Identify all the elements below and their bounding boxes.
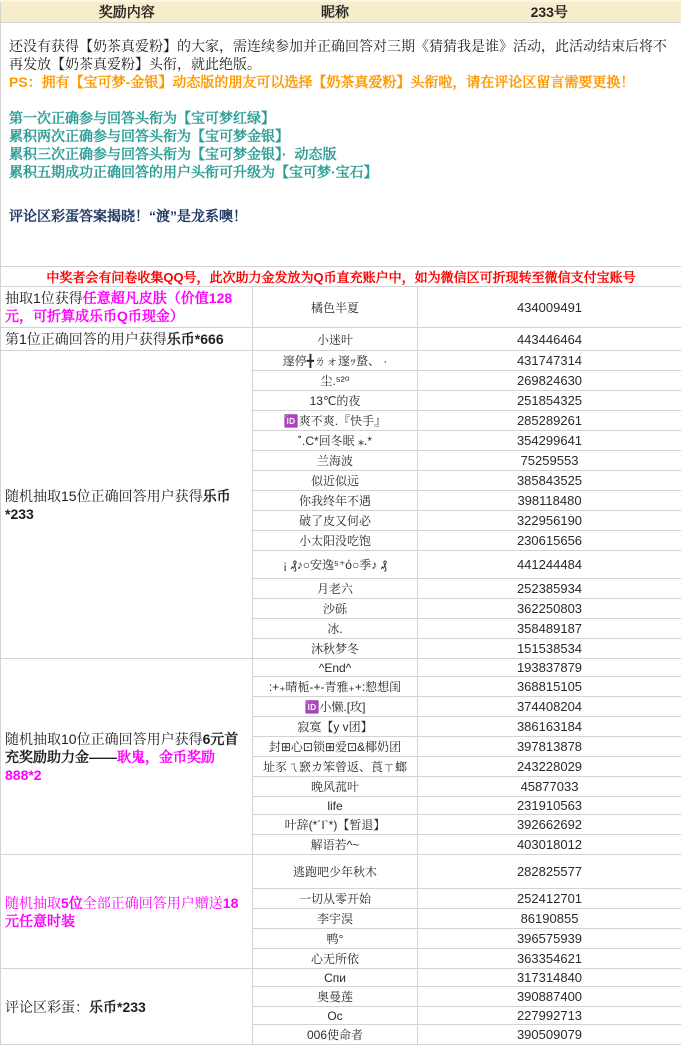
qq-number-cell: 251854325 bbox=[418, 391, 681, 411]
nickname-cell: 沙砾 bbox=[253, 599, 418, 619]
nickname-cell: ˚.C*回冬眠 ⁎.* bbox=[253, 431, 418, 451]
nickname-cell: 逃跑吧少年秋木 bbox=[253, 855, 418, 889]
header-row bbox=[1, 1, 681, 23]
qq-number-cell: 431747314 bbox=[418, 351, 681, 371]
nickname-cell: 小太阳没吃饱 bbox=[253, 531, 418, 551]
qq-number-cell: 252412701 bbox=[418, 889, 681, 909]
nickname-cell: 你我终年不遇 bbox=[253, 491, 418, 511]
qq-number-cell: 282825577 bbox=[418, 855, 681, 889]
qq-number-cell: 227992713 bbox=[418, 1007, 681, 1025]
notice-row bbox=[1, 267, 681, 287]
nickname-cell: 13℃的夜 bbox=[253, 391, 418, 411]
nickname-cell: Спи bbox=[253, 969, 418, 987]
tier-line-4: 累积五期成功正确回答的用户头衔可升级为【宝可梦·宝石】 bbox=[9, 163, 673, 181]
table-row bbox=[1, 351, 681, 371]
table-row bbox=[1, 969, 681, 987]
qq-number-cell: 252385934 bbox=[418, 579, 681, 599]
qq-number-cell: 322956190 bbox=[418, 511, 681, 531]
reward-label bbox=[1, 351, 253, 659]
nickname-cell: ^End^ bbox=[253, 659, 418, 677]
qq-number-cell: 230615656 bbox=[418, 531, 681, 551]
easter-egg-answer: 评论区彩蛋答案揭晓！“渡”是龙系噢！ bbox=[9, 207, 673, 225]
qq-number-cell: 374408204 bbox=[418, 697, 681, 717]
reward-label bbox=[1, 969, 253, 1045]
qq-number-cell: 441244484 bbox=[418, 551, 681, 579]
col-header-number: 233号 bbox=[418, 1, 681, 23]
reward-label-part: 随机抽取 bbox=[5, 895, 61, 911]
nickname-cell: 心无所依 bbox=[253, 949, 418, 969]
qq-number-cell: 317314840 bbox=[418, 969, 681, 987]
qq-number-cell: 75259553 bbox=[418, 451, 681, 471]
nickname-cell: 邃停╋ㄌォ邃ｯ蝥、 · bbox=[253, 351, 418, 371]
nickname-cell: 解语若^~ bbox=[253, 835, 418, 855]
reward-label bbox=[1, 328, 253, 351]
qq-number-cell: 86190855 bbox=[418, 909, 681, 929]
intro-cell bbox=[1, 23, 681, 267]
reward-label-part: 乐币*666 bbox=[167, 331, 224, 347]
reward-label-part: 6元首充奖励助力金—— bbox=[5, 731, 238, 765]
reward-label-part: 第1位正确回答的用户获得 bbox=[5, 331, 167, 347]
qq-number-cell: 354299641 bbox=[418, 431, 681, 451]
qq-number-cell: 45877033 bbox=[418, 777, 681, 797]
nickname-cell: 似近似远 bbox=[253, 471, 418, 491]
reward-label-part: 乐币*233 bbox=[5, 488, 231, 522]
col-header-reward: 奖励内容 bbox=[1, 1, 253, 23]
intro-paragraph: 还没有获得【奶茶真爱粉】的大家，需连续参加并正确回答对三期《猜猜我是谁》活动，此活动结束后将不再发放【奶茶真爱粉】头衔，就此绝版。 bbox=[9, 37, 673, 73]
reward-label-part: 任意超凡皮肤（价值128元，可折算成乐币Q币现金） bbox=[5, 290, 232, 324]
col-header-nickname: 昵称 bbox=[253, 1, 418, 23]
tier-line-2: 累积两次正确参与回答头衔为【宝可梦金银】 bbox=[9, 127, 673, 145]
table-row bbox=[1, 855, 681, 889]
qq-number-cell: 390509079 bbox=[418, 1025, 681, 1045]
qq-number-cell: 231910563 bbox=[418, 797, 681, 815]
nickname-cell: 小迷叶 bbox=[253, 328, 418, 351]
reward-label-part: 随机抽取10位正确回答用户获得 bbox=[5, 731, 203, 747]
nickname-cell: 沐秋梦冬 bbox=[253, 639, 418, 659]
nickname-cell: 叶辞(*´I`*)【暂退】 bbox=[253, 815, 418, 835]
reward-label-part: 随机抽取15位正确回答用户获得 bbox=[5, 488, 203, 504]
qq-number-cell: 193837879 bbox=[418, 659, 681, 677]
table-row bbox=[1, 287, 681, 328]
qq-number-cell: 386163184 bbox=[418, 717, 681, 737]
nickname-cell: 一切从零开始 bbox=[253, 889, 418, 909]
qq-number-cell: 403018012 bbox=[418, 835, 681, 855]
reward-label bbox=[1, 659, 253, 855]
nickname-cell: 破了皮又何必 bbox=[253, 511, 418, 531]
nickname-cell: 址豕ㄟ窾カ笨曾返、莨ㄒ螂 bbox=[253, 757, 418, 777]
qq-number-cell: 398118480 bbox=[418, 491, 681, 511]
reward-rows bbox=[1, 287, 681, 1045]
qq-number-cell: 269824630 bbox=[418, 371, 681, 391]
nickname-cell: 橘色半夏 bbox=[253, 287, 418, 328]
reward-label-part: 5位 bbox=[61, 895, 83, 911]
qq-number-cell: 358489187 bbox=[418, 619, 681, 639]
nickname-cell: Oc bbox=[253, 1007, 418, 1025]
qq-number-cell: 243228029 bbox=[418, 757, 681, 777]
nickname-cell: ¡ ₰♪○安逸⁵⁺ό○季♪ ₰ bbox=[253, 551, 418, 579]
qq-number-cell: 392662692 bbox=[418, 815, 681, 835]
qq-number-cell: 285289261 bbox=[418, 411, 681, 431]
qq-number-cell: 397813878 bbox=[418, 737, 681, 757]
qq-number-cell: 443446464 bbox=[418, 328, 681, 351]
nickname-cell: 尘.⁵²⁰ bbox=[253, 371, 418, 391]
nickname-cell: 奥曼莲 bbox=[253, 987, 418, 1007]
reward-label-part: 抽取1位获得 bbox=[5, 290, 83, 306]
qq-collect-notice: 中奖者会有问卷收集QQ号，此次助力金发放为Q币直充账户中，如为微信区可折现转至微信支付宝账号 bbox=[1, 267, 681, 287]
qq-number-cell: 434009491 bbox=[418, 287, 681, 328]
tier-line-1: 第一次正确参与回答头衔为【宝可梦红绿】 bbox=[9, 109, 673, 127]
nickname-cell: 李宇淏 bbox=[253, 909, 418, 929]
table-row bbox=[1, 659, 681, 677]
reward-label-part: 乐币*233 bbox=[89, 999, 146, 1015]
nickname-cell: 鸭° bbox=[253, 929, 418, 949]
reward-label bbox=[1, 287, 253, 328]
qq-number-cell: 396575939 bbox=[418, 929, 681, 949]
qq-number-cell: 363354621 bbox=[418, 949, 681, 969]
nickname-cell: 🆔爽不爽.『快手』 bbox=[253, 411, 418, 431]
nickname-cell: life bbox=[253, 797, 418, 815]
reward-label-part: 耿鬼，金币奖励888*2 bbox=[5, 749, 215, 783]
nickname-cell: 晚风菰叶 bbox=[253, 777, 418, 797]
nickname-cell: 006使命者 bbox=[253, 1025, 418, 1045]
nickname-cell: 月老六 bbox=[253, 579, 418, 599]
qq-number-cell: 368815105 bbox=[418, 677, 681, 697]
nickname-cell: 寂寞【y v团】 bbox=[253, 717, 418, 737]
nickname-cell: 🆔小懒.[玫] bbox=[253, 697, 418, 717]
qq-number-cell: 390887400 bbox=[418, 987, 681, 1007]
nickname-cell: 兰海波 bbox=[253, 451, 418, 471]
tier-line-3: 累积三次正确参与回答头衔为【宝可梦金银】· 动态版 bbox=[9, 145, 673, 163]
qq-number-cell: 385843525 bbox=[418, 471, 681, 491]
qq-number-cell: 151538534 bbox=[418, 639, 681, 659]
table-row bbox=[1, 328, 681, 351]
reward-label bbox=[1, 855, 253, 969]
ps-note: PS：拥有【宝可梦-金银】动态版的朋友可以选择【奶茶真爱粉】头衔啦，请在评论区留言需要更换！ bbox=[9, 73, 673, 91]
reward-label-part: 评论区彩蛋： bbox=[5, 999, 89, 1015]
reward-label-part: 全部正确回答用户赠送 bbox=[83, 895, 223, 911]
qq-number-cell: 362250803 bbox=[418, 599, 681, 619]
nickname-cell: 冰. bbox=[253, 619, 418, 639]
intro-row bbox=[1, 23, 681, 267]
nickname-cell: :+₊晴栀-+-青雅₊+:愸想闺 bbox=[253, 677, 418, 697]
nickname-cell: 封⊞心⊡锁⊞爱⊡&椰奶团 bbox=[253, 737, 418, 757]
reward-label-part: 18元任意时装 bbox=[5, 895, 238, 929]
